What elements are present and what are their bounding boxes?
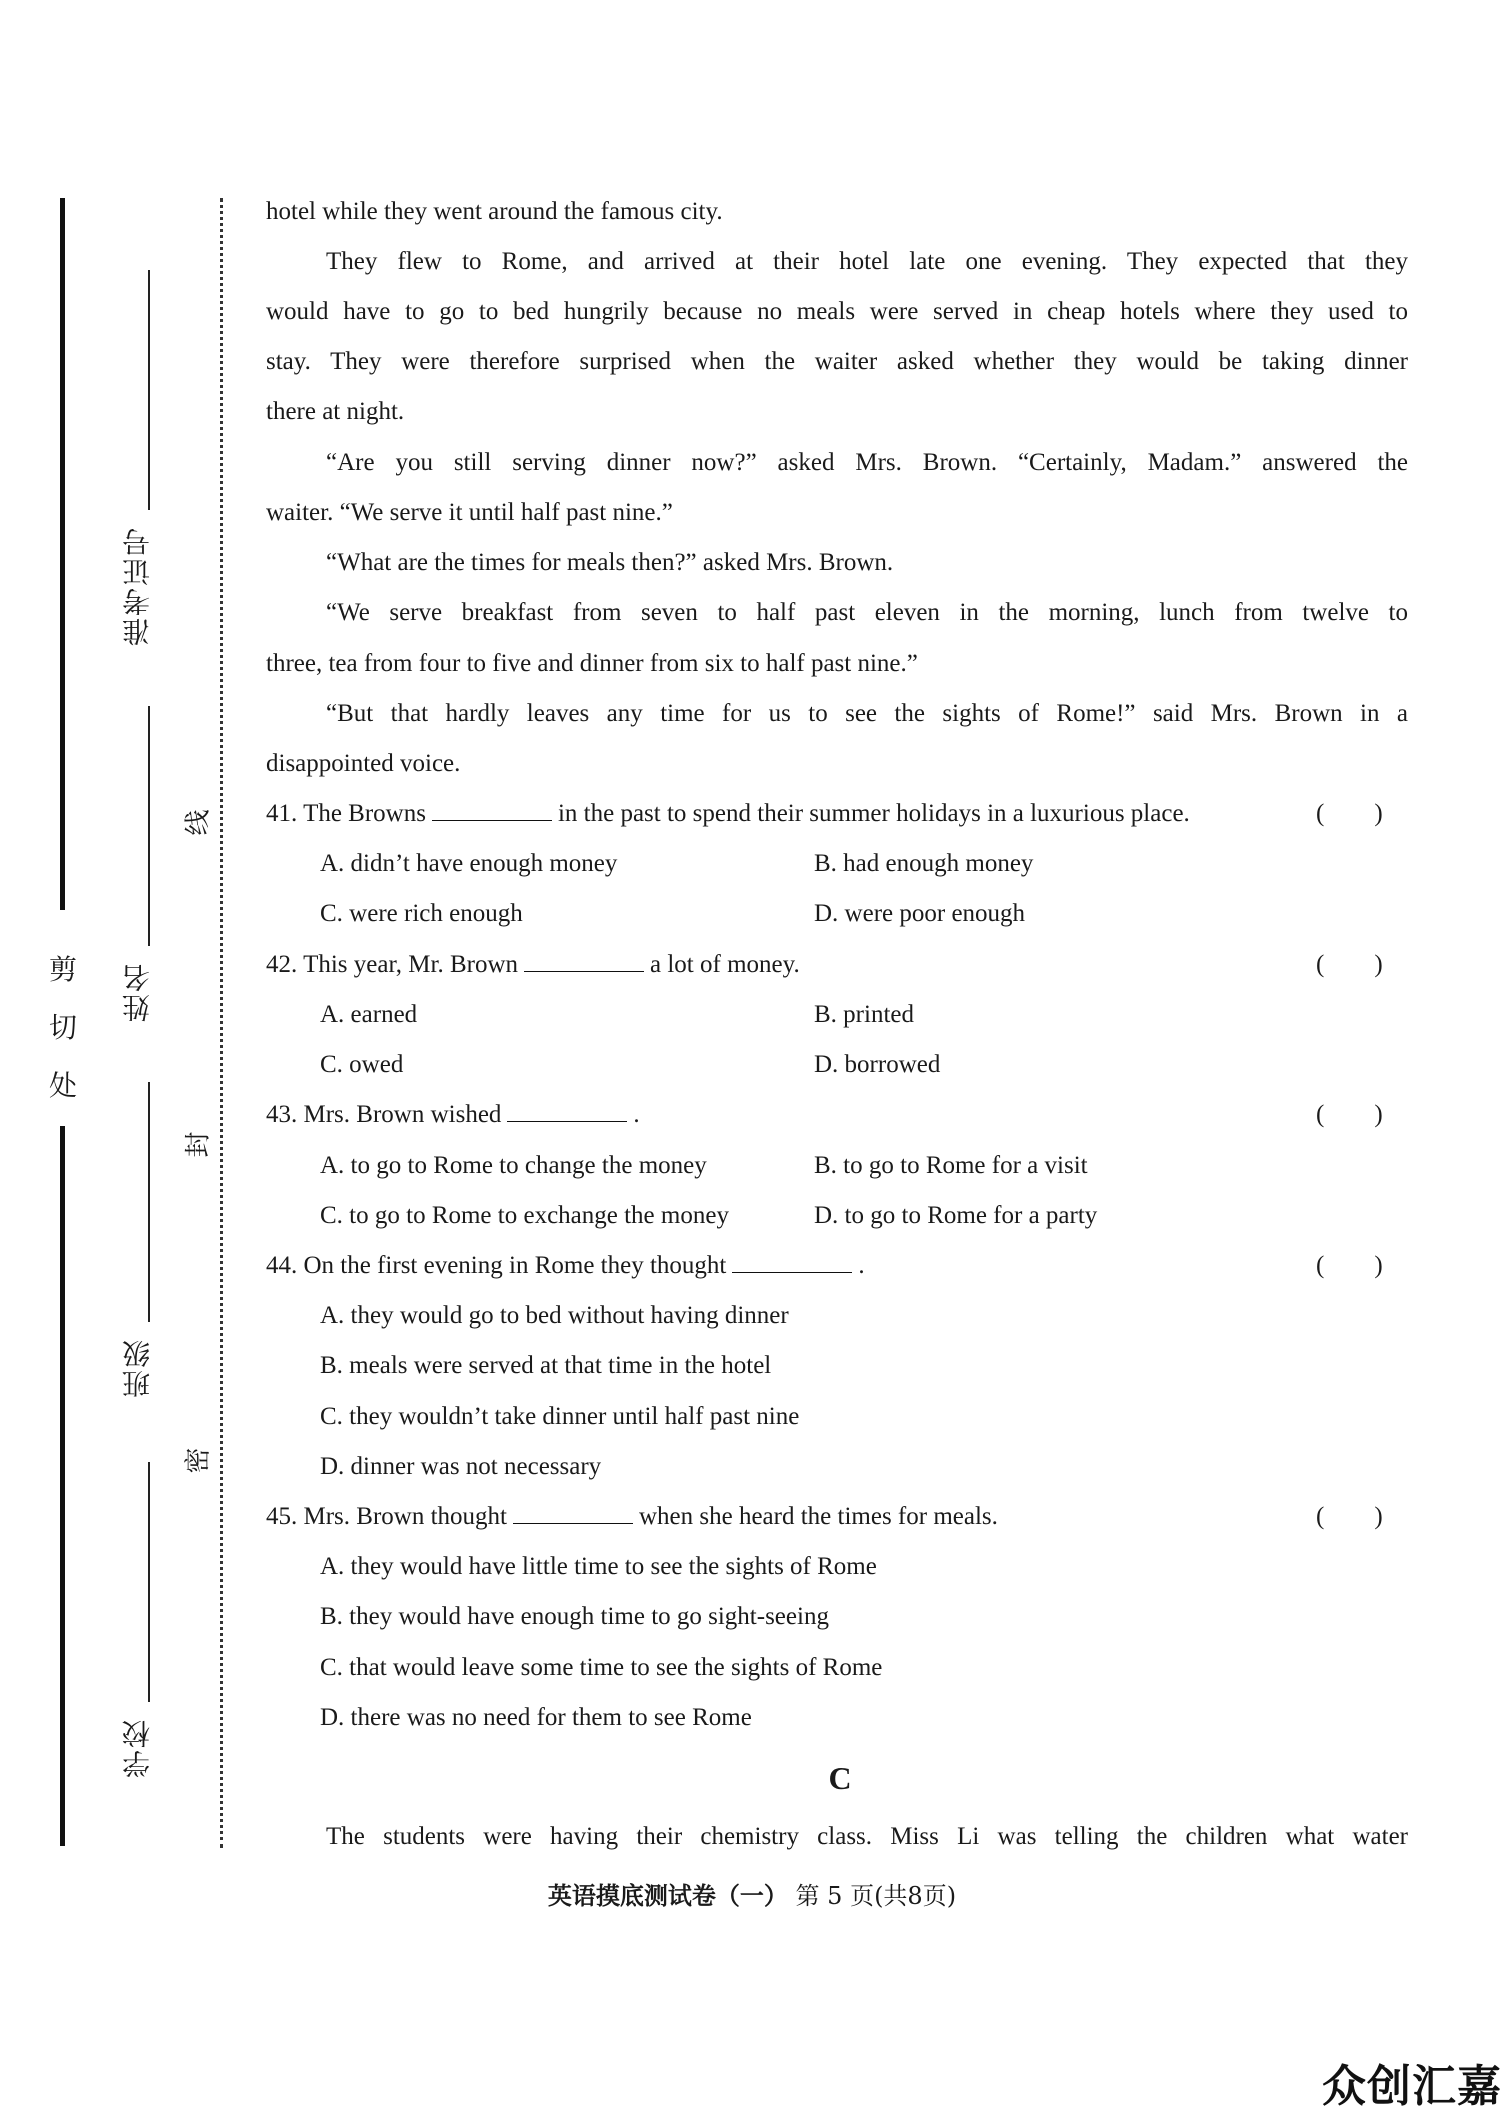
cut-line-top xyxy=(60,198,65,910)
question-45-stem xyxy=(266,1501,1408,1533)
question-number: 43. xyxy=(266,1101,298,1128)
stem-after: when she heard the times for meals. xyxy=(638,1503,998,1530)
class-line xyxy=(148,1082,150,1322)
question-43-stem xyxy=(266,1099,1408,1131)
cut-line-bottom xyxy=(60,1126,65,1846)
stem-before: The Browns xyxy=(303,800,426,827)
cut-char-3: 处 xyxy=(48,1069,77,1102)
option-45-c: C. that would leave some time to see the sights of Rome xyxy=(320,1654,883,1681)
answer-blank[interactable] xyxy=(513,1501,633,1524)
option-45-d: D. there was no need for them to see Rome xyxy=(320,1704,752,1731)
dotted-cut-guide xyxy=(220,198,223,1848)
passage-line-1: hotel while they went around the famous city. xyxy=(266,198,723,225)
option-45-b: B. they would have enough time to go sight-seeing xyxy=(320,1603,829,1630)
stem-after: a lot of money. xyxy=(650,951,800,978)
option-43-b: B. to go to Rome for a visit xyxy=(814,1152,1088,1179)
option-44-b: B. meals were served at that time in the hotel xyxy=(320,1352,772,1379)
option-44-d: D. dinner was not necessary xyxy=(320,1453,602,1480)
answer-bracket-41[interactable]: ( ) xyxy=(1316,800,1383,827)
option-43-c: C. to go to Rome to exchange the money xyxy=(320,1202,729,1229)
stem-after: . xyxy=(633,1101,640,1128)
passage-line-4: stay. They were therefore surprised when the waiter asked whether they would be taking dinner xyxy=(266,348,1408,375)
footer-page-number: 第 5 页(共8页) xyxy=(795,1882,957,1910)
option-42-c: C. owed xyxy=(320,1051,404,1078)
seal-char-line: 线 xyxy=(183,809,214,836)
option-41-d: D. were poor enough xyxy=(814,900,1026,927)
question-44-stem xyxy=(266,1250,1408,1282)
stem-before: On the first evening in Rome they thought xyxy=(303,1252,727,1279)
answer-blank[interactable] xyxy=(732,1250,852,1273)
stem-before: Mrs. Brown thought xyxy=(303,1503,507,1530)
name-label: 姓名 xyxy=(121,962,154,1022)
seal-char-secret: 密 xyxy=(183,1447,214,1474)
passage-line-10: three, tea from four to five and dinner from six to half past nine.” xyxy=(266,650,918,677)
section-c-title: C xyxy=(828,1760,852,1796)
passage-line-6: “Are you still serving dinner now?” asked Mrs. Brown. “Certainly, Madam.” answered the xyxy=(326,449,1408,476)
class-label: 班级 xyxy=(121,1338,154,1398)
passage-line-2: They flew to Rome, and arrived at their hotel late one evening. They expected that they xyxy=(326,248,1408,275)
exam-id-label: 准考证号 xyxy=(121,526,154,646)
school-label: 学校 xyxy=(121,1718,154,1778)
question-41-stem xyxy=(266,798,1408,830)
option-43-d: D. to go to Rome for a party xyxy=(814,1202,1098,1229)
answer-bracket-43[interactable]: ( ) xyxy=(1316,1101,1383,1128)
passage-line-9: “We serve breakfast from seven to half past eleven in the morning, lunch from twelve to xyxy=(326,599,1408,626)
stem-before: Mrs. Brown wished xyxy=(303,1101,502,1128)
watermark-logo: 众创汇嘉 xyxy=(1322,2061,1502,2112)
passage-line-7: waiter. “We serve it until half past nine.” xyxy=(266,499,673,526)
school-line xyxy=(148,1462,150,1702)
stem-before: This year, Mr. Brown xyxy=(303,951,519,978)
answer-blank[interactable] xyxy=(524,949,644,972)
question-number: 45. xyxy=(266,1503,298,1530)
stem-after: in the past to spend their summer holidays in a luxurious place. xyxy=(557,800,1190,827)
option-44-c: C. they wouldn’t take dinner until half past nine xyxy=(320,1403,800,1430)
question-42-stem xyxy=(266,949,1408,981)
exam-id-line xyxy=(148,270,150,510)
question-number: 41. xyxy=(266,800,298,827)
answer-bracket-42[interactable]: ( ) xyxy=(1316,951,1383,978)
option-43-a: A. to go to Rome to change the money xyxy=(320,1152,707,1179)
passage-line-11: “But that hardly leaves any time for us to see the sights of Rome!” said Mrs. Brown in a xyxy=(326,700,1408,727)
section-c-first-line: The students were having their chemistry class. Miss Li was telling the children what water xyxy=(326,1823,1408,1850)
option-42-a: A. earned xyxy=(320,1001,418,1028)
stem-after: . xyxy=(858,1252,865,1279)
answer-blank[interactable] xyxy=(507,1099,627,1122)
passage-line-5: there at night. xyxy=(266,398,405,425)
passage-line-3: would have to go to bed hungrily because no meals were served in cheap hotels where they used to xyxy=(266,298,1408,325)
question-number: 42. xyxy=(266,951,298,978)
answer-bracket-45[interactable]: ( ) xyxy=(1316,1503,1383,1530)
option-41-c: C. were rich enough xyxy=(320,900,523,927)
answer-bracket-44[interactable]: ( ) xyxy=(1316,1252,1383,1279)
name-line xyxy=(148,706,150,946)
option-42-d: D. borrowed xyxy=(814,1051,941,1078)
page-footer xyxy=(0,1876,1504,1911)
option-41-b: B. had enough money xyxy=(814,850,1034,877)
passage-line-8: “What are the times for meals then?” asked Mrs. Brown. xyxy=(326,549,894,576)
option-45-a: A. they would have little time to see the sights of Rome xyxy=(320,1553,877,1580)
option-41-a: A. didn’t have enough money xyxy=(320,850,618,877)
option-44-a: A. they would go to bed without having dinner xyxy=(320,1302,789,1329)
footer-title: 英语摸底测试卷（一） xyxy=(547,1881,788,1910)
seal-char-seal: 封 xyxy=(183,1131,214,1158)
cut-char-2: 切 xyxy=(48,1011,77,1044)
option-42-b: B. printed xyxy=(814,1001,914,1028)
answer-blank[interactable] xyxy=(432,798,552,821)
cut-char-1: 剪 xyxy=(48,953,77,986)
passage-line-12: disappointed voice. xyxy=(266,750,461,777)
question-number: 44. xyxy=(266,1252,298,1279)
